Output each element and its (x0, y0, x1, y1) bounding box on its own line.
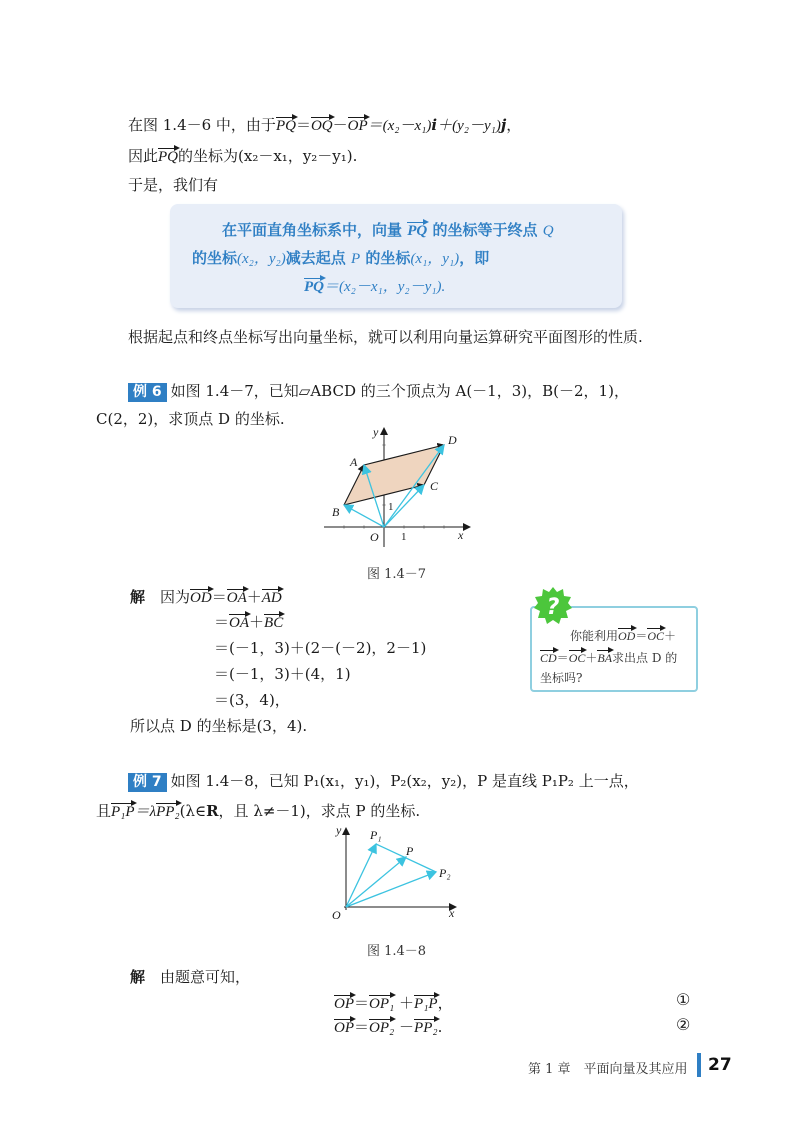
vector-OP (346, 857, 406, 907)
tick-y-1: 1 (388, 501, 394, 513)
para1-line2: 因此PQ的坐标为(x₂－x₁，y₂－y₁). (128, 147, 358, 165)
vector-PQ: PQ (158, 149, 179, 165)
theorem-line3: PQ＝(x₂－x₁，y₂－y₁). (304, 279, 446, 295)
chapter-title: 第 1 章 平面向量及其应用 (528, 1062, 688, 1077)
question-line1: 你能利用OD＝OC＋ (570, 629, 677, 643)
label-D: D (448, 433, 457, 447)
page-number: 27 (708, 1055, 732, 1075)
solution6-line6: 所以点 D 的坐标是(3，4). (130, 717, 308, 735)
label-P: P (406, 844, 414, 858)
caption-figure-1-4-8: 图 1.4－8 (367, 944, 427, 959)
solution6-line4: ＝(－1，3)＋(4，1) (214, 665, 351, 683)
question-line3: 坐标吗? (540, 671, 583, 685)
label-C: C (430, 479, 439, 493)
tick-x-1: 1 (401, 531, 407, 543)
solution6-line3: ＝(－1，3)＋(2－(－2)，2－1) (214, 639, 427, 657)
question-icon (533, 586, 573, 626)
footer-divider (697, 1053, 701, 1077)
label-O: O (332, 908, 341, 922)
example7-line1: 例 7 如图 1.4－8，已知 P₁(x₁，y₁)，P₂(x₂，y₂)，P 是直线 P₁P₂ 上一点， (128, 770, 639, 792)
vector-OP: OP (347, 118, 368, 134)
example6-line2: C(2，2)，求顶点 D 的坐标. (96, 410, 285, 428)
caption-figure-1-4-7: 图 1.4－7 (367, 567, 427, 582)
para2: 根据起点和终点坐标写出向量坐标，就可以利用向量运算研究平面图形的性质. (128, 328, 643, 346)
example6-tag: 例 6 (128, 383, 167, 402)
equation-number-2: ② (676, 1015, 691, 1034)
label-P1: P₁ (370, 828, 382, 842)
svg-text:?: ? (546, 595, 560, 620)
example7-tag: 例 7 (128, 773, 167, 792)
vector-PQ: PQ (275, 118, 296, 134)
label-P2: P₂ (439, 866, 451, 880)
label-y: y (373, 425, 379, 439)
question-line2: CD＝OC＋BA求出点 D 的 (540, 651, 678, 665)
example7-line2: 且P₁P＝λPP₂(λ∈R，且 λ≠－1)，求点 P 的坐标. (96, 802, 421, 820)
label-A: A (350, 455, 358, 469)
equation-number-1: ① (676, 990, 691, 1009)
label-O: O (370, 530, 379, 544)
example6-line1: 例 6 如图 1.4－7，已知▱ABCD 的三个顶点为 A(－1，3)，B(－2，1)， (128, 380, 629, 402)
solution7-intro: 解 由题意可知， (130, 968, 251, 986)
label-x: x (449, 906, 455, 920)
para1-line3: 于是，我们有 (128, 176, 219, 194)
para1-line1: 在图 1.4－6 中，由于PQ＝OQ－OP＝(x₂－x₁)i＋(y₂－y₁)j， (128, 116, 522, 134)
solution6-line2: ＝OA＋BC (214, 613, 284, 631)
theorem-line1: 在平面直角坐标系中，向量 PQ 的坐标等于终点 Q (222, 221, 554, 239)
vector-OQ: OQ (310, 118, 333, 134)
vector-PQ: PQ (407, 223, 428, 239)
figure-1-4-8 (326, 820, 466, 925)
solution6-line1: 解 因为OD＝OA＋AD (130, 588, 282, 606)
theorem-line2: 的坐标(x₂，y₂)减去起点 P 的坐标(x₁，y₁)，即 (192, 249, 490, 267)
label-y: y (336, 823, 342, 837)
solution7-eq1: OP＝OP₁ ＋P₁P， (334, 994, 453, 1012)
figure-1-4-7 (320, 422, 480, 552)
label-x: x (458, 528, 464, 542)
solution6-line5: ＝(3，4)， (214, 691, 290, 709)
label-B: B (332, 505, 340, 519)
solution7-eq2: OP＝OP₂ －PP₂. (334, 1018, 443, 1036)
vector-PQ: PQ (304, 279, 324, 295)
